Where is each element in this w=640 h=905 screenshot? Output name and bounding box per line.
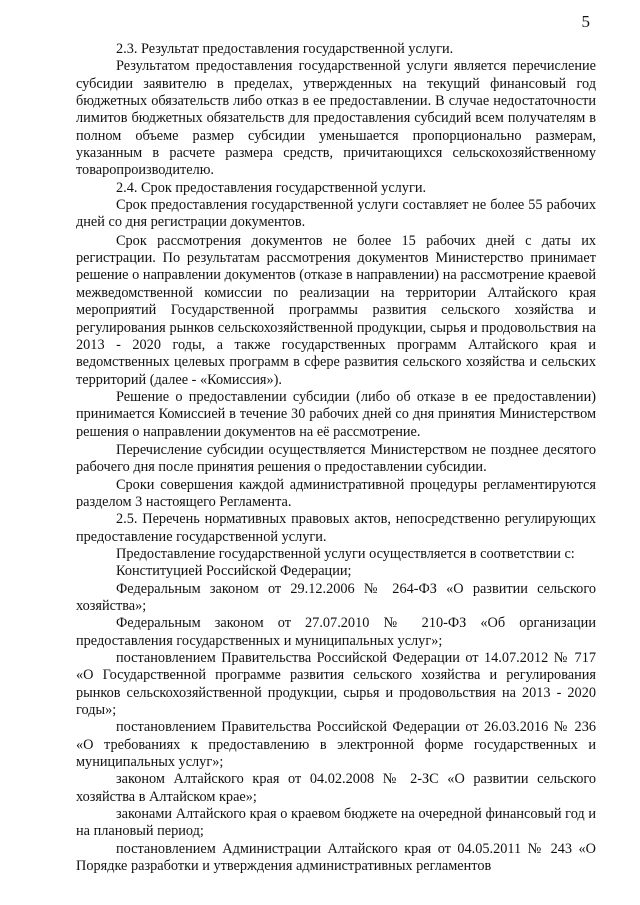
paragraph-term: Срок предоставления государственной услуги составляет не более 55 рабочих дней со дня регистрации документов. bbox=[76, 197, 596, 231]
section-heading-2-5: 2.5. Перечень нормативных правовых актов, непосредственно регулирующих предоставление государственной услуги. bbox=[76, 511, 596, 545]
section-heading-2-4: 2.4. Срок предоставления государственной услуги. bbox=[116, 179, 427, 196]
list-item-law-210: Федеральным законом от 27.07.2010 № 210-ФЗ «Об организации предоставления государственных и муниципальных услуг»; bbox=[76, 615, 596, 649]
paragraph-basis: Предоставление государственной услуги осуществляется в соответствии с: bbox=[116, 545, 575, 562]
list-item-resolution-717: постановлением Правительства Российской Федерации от 14.07.2012 № 717 «О Государственной программе развития сельского хозяйства и регулирования рынков сельскохозяйственной продукции, сырья и продовольствия на 2013 - 2020 годы»; bbox=[76, 650, 596, 719]
paragraph-deadlines: Сроки совершения каждой административной процедуры регламентируются разделом 3 настоящего Регламента. bbox=[76, 476, 596, 510]
list-item-law-2-zs: законом Алтайского края от 04.02.2008 № 2-ЗС «О развитии сельского хозяйства в Алтайском крае»; bbox=[76, 771, 596, 805]
paragraph-review-term: Срок рассмотрения документов не более 15 рабочих дней с даты их регистрации. По результатам рассмотрения документов Министерство принимает решение о направлении документов (отказе в направлении) на рассмотрение краевой межведомственной комиссии по реализации на территории Алтайского края мероприятий Государственной программы развития сельского хозяйства и регулирования рынков сельскохозяйственной продукции, сырья и продовольствия на 2013 - 2020 годы, а также государственных программ Алтайского края и ведомственных целевых программ в сфере развития сельского хозяйства и сельских территорий (далее - «Комиссия»). bbox=[76, 232, 596, 388]
document-body bbox=[76, 41, 596, 876]
section-heading-2-3: 2.3. Результат предоставления государственной услуги. bbox=[116, 41, 454, 57]
paragraph-result: Результатом предоставления государственной услуги является перечисление субсидии заявителю в пределах, утвержденных на текущий финансовый год бюджетных обязательств либо отказ в ее предоставлении. В случае недостаточности лимитов бюджетных обязательств для предоставления субсидий всем получателям в полном объеме размер субсидии уменьшается пропорционально размерам, указанным в расчете размера средств, причитающихся сельскохозяйственному товаропроизводителю. bbox=[76, 58, 596, 179]
list-item-resolution-243: постановлением Администрации Алтайского края от 04.05.2011 № 243 «О Порядке разработки и утверждения административных регламентов bbox=[76, 840, 596, 875]
list-item-budget-laws: законами Алтайского края о краевом бюджете на очередной финансовый год и на плановый период; bbox=[76, 806, 596, 840]
paragraph-decision: Решение о предоставлении субсидии (либо об отказе в ее предоставлении) принимается Комиссией в течение 30 рабочих дней со дня принятия Министерством решения о направлении документов на её рассмотрение. bbox=[76, 388, 596, 440]
page-number: 5 bbox=[581, 12, 590, 31]
paragraph-transfer: Перечисление субсидии осуществляется Министерством не позднее десятого рабочего дня после принятия решения о предоставлении субсидии. bbox=[76, 441, 596, 476]
list-item-resolution-236: постановлением Правительства Российской Федерации от 26.03.2016 № 236 «О требованиях к предоставлению в электронной форме государственных и муниципальных услуг»; bbox=[76, 719, 596, 771]
list-item-law-264: Федеральным законом от 29.12.2006 № 264-ФЗ «О развитии сельского хозяйства»; bbox=[76, 580, 596, 614]
list-item-constitution: Конституцией Российской Федерации; bbox=[116, 563, 352, 580]
